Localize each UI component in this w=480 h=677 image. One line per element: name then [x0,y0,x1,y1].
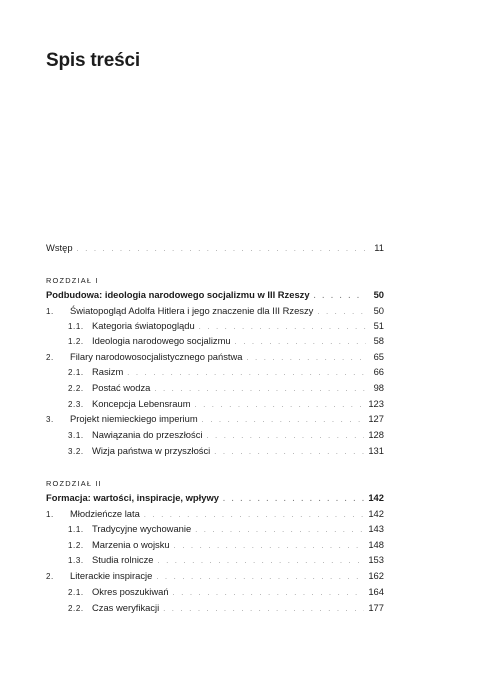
dot-leader [235,336,366,350]
toc-entry [46,304,384,318]
toc-entry-number: 3. [46,415,54,424]
toc-entry-label: Ideologia narodowego socjalizmu [92,335,231,346]
dot-leader [173,587,365,601]
toc-entry-number: 2.1. [68,368,84,377]
toc-entry [46,365,384,379]
toc-entry-number: 1.2. [68,541,84,550]
toc-entry-page: 65 [373,351,384,362]
toc-entry-label: Tradycyjne wychowanie [92,523,192,534]
toc-entry-label: Rasizm [92,366,124,377]
toc-entry [46,381,384,395]
toc-entry-number: 2.2. [68,604,84,613]
dot-leader [199,321,366,335]
toc-entry-intro [46,241,384,255]
toc-entry-number: 2.3. [68,400,84,409]
toc-entry-label: Okres poszukiwań [92,586,169,597]
toc-entry-label: Kategoria światopoglądu [92,320,195,331]
toc-entry-page: 58 [373,335,384,346]
toc-entry-number: 2.1. [68,588,84,597]
toc-entry-number: 1. [46,307,54,316]
toc-entry-label: Projekt niemieckiego imperium [70,413,198,424]
toc-entry [46,412,384,426]
dot-leader [195,399,365,413]
toc-entry [46,350,384,364]
toc-entry-number: 1.1. [68,525,84,534]
toc-entry-page: 153 [368,554,384,565]
toc-entry-page: 51 [373,320,384,331]
toc-entry-page: 123 [368,398,384,409]
toc-entry-page: 50 [373,289,384,300]
toc-entry-page: 50 [373,305,384,316]
toc-entry [46,444,384,458]
toc-entry [46,507,384,521]
toc-entry-label: Wstęp [46,242,73,253]
toc-entry-label: Nawiązania do przeszłości [92,429,203,440]
toc-entry-number: 2. [46,353,54,362]
toc-entry [46,553,384,567]
toc-entry-label: Koncepcja Lebensraum [92,398,191,409]
toc-entry [46,538,384,552]
toc-entry-page: 164 [368,586,384,597]
toc-entry-label: Filary narodowosocjalistycznego państwa [70,351,243,362]
dot-leader [156,571,364,585]
toc-entry-number: 1.3. [68,556,84,565]
toc-entry-number: 3.1. [68,431,84,440]
toc-entry-page: 131 [368,445,384,456]
toc-entry-label: Światopogląd Adolfa Hitlera i jego znaczenie dla III Rzeszy [70,305,314,316]
toc-entry [46,319,384,333]
toc-entry-number: 1.1. [68,322,84,331]
toc-entry-label: Studia rolnicze [92,554,154,565]
chapter-label: ROZDZIAŁ I [46,276,99,285]
toc-entry-label: Młodzieńcze lata [70,508,140,519]
chapter-heading [46,491,384,505]
toc-entry-number: 2. [46,572,54,581]
chapter-heading [46,288,384,302]
toc-entry [46,397,384,411]
toc-entry-number: 2.2. [68,384,84,393]
toc-entry-page: 98 [373,382,384,393]
toc-entry-label: Czas weryfikacji [92,602,160,613]
dot-leader [77,243,366,257]
toc-entry [46,569,384,583]
dot-leader [246,352,366,366]
toc-entry-number: 1. [46,510,54,519]
toc-entry [46,585,384,599]
toc-entry-page: 148 [368,539,384,550]
page-title: Spis treści [46,50,140,71]
toc-entry-label: Podbudowa: ideologia narodowego socjalizmu w III Rzeszy [46,289,310,300]
toc-entry-page: 177 [368,602,384,613]
toc-entry-label: Wizja państwa w przyszłości [92,445,211,456]
dot-leader [158,555,365,569]
dot-leader [163,603,364,617]
toc-entry-label: Postać wodza [92,382,151,393]
dot-leader [174,540,365,554]
dot-leader [195,524,364,538]
toc-entry-page: 162 [368,570,384,581]
toc-entry-page: 142 [368,508,384,519]
toc-entry-page: 128 [368,429,384,440]
dot-leader [154,383,366,397]
toc-entry-number: 3.2. [68,447,84,456]
toc-entry-label: Literackie inspiracje [70,570,153,581]
toc-entry [46,601,384,615]
toc-entry-label: Formacja: wartości, inspiracje, wpływy [46,492,219,503]
dot-leader [214,446,364,460]
dot-leader [317,306,366,320]
toc-entry-page: 142 [368,492,384,503]
toc-entry-page: 66 [373,366,384,377]
dot-leader [223,493,364,507]
dot-leader [144,509,365,523]
toc-entry [46,522,384,536]
toc-entry-page: 11 [374,242,384,253]
toc-entry-page: 127 [368,413,384,424]
dot-leader [202,414,365,428]
toc-entry [46,428,384,442]
toc-entry [46,334,384,348]
chapter-label: ROZDZIAŁ II [46,479,102,488]
toc-entry-label: Marzenia o wojsku [92,539,170,550]
dot-leader [127,367,366,381]
toc-entry-page: 143 [368,523,384,534]
dot-leader [314,290,366,304]
toc-entry-number: 1.2. [68,337,84,346]
dot-leader [206,430,364,444]
